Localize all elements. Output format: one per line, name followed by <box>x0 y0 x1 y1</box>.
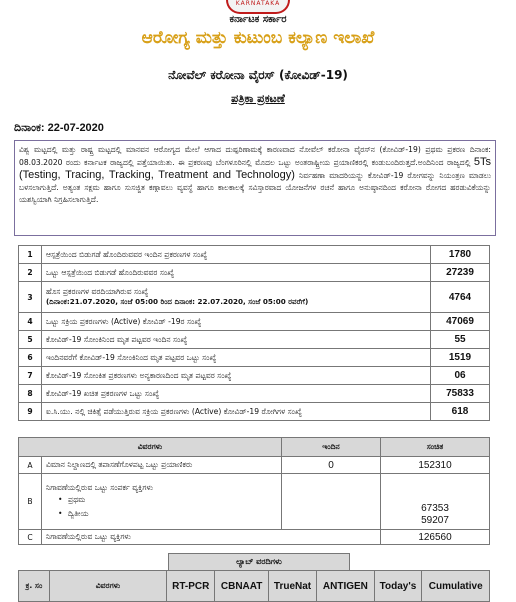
table-row <box>19 282 490 313</box>
press-release-title: ಪತ್ರಿಕಾ ಪ್ರಕಟಣೆ <box>231 92 285 105</box>
row-label: ಆಸ್ಪತ್ರೆಯಿಂದ ಬಿಡುಗಡೆ ಹೊಂದಿರುವವರ ಇಂದಿನ ಪ್ರಕರಣಗಳ ಸಂಖ್ಯೆ <box>42 246 431 264</box>
table-row <box>19 385 490 403</box>
row-value: 06 <box>431 367 490 385</box>
row-label: ಕೋವಿಡ್-19 ಸೋಂಕಿನಿಂದ ಮೃತ ಪಟ್ಟವರ ಇಂದಿನ ಸಂಖ್ಯೆ <box>42 331 431 349</box>
table-row <box>19 264 490 282</box>
row-number: 8 <box>19 385 42 403</box>
intro-5ts: 5Ts (Testing, Tracing, Tracking, Treatment and Technology) <box>19 156 492 181</box>
row-label <box>42 474 282 530</box>
row-label: ಐ.ಸಿ.ಯು. ನಲ್ಲಿ ಚಿಕಿತ್ಸೆ ಪಡೆಯುತ್ತಿರುವ ಸಕ್ರಿಯ ಪ್ರಕರಣಗಳು (Active) ಕೋವಿಡ್-19 ರೋಗಿಗಳ ಸಂಖ್ಯೆ <box>42 403 431 421</box>
row-value: 1519 <box>431 349 490 367</box>
row-value: 618 <box>431 403 490 421</box>
row-value: 4764 <box>431 282 490 313</box>
secondary-contacts-value: 59207 <box>421 515 449 526</box>
row-cumulative-value <box>381 474 490 530</box>
table-row <box>19 331 490 349</box>
row-number: 5 <box>19 331 42 349</box>
column-header-rtpcr: RT-PCR <box>167 571 215 602</box>
row-number: 1 <box>19 246 42 264</box>
row-number: 2 <box>19 264 42 282</box>
row-label: ಒಟ್ಟು ಆಸ್ಪತ್ರೆಯಿಂದ ಬಿಡುಗಡೆ ಹೊಂದಿರುವವರ ಸಂಖ್ಯೆ <box>42 264 431 282</box>
row-number: 9 <box>19 403 42 421</box>
table-row <box>19 246 490 264</box>
table-row <box>19 349 490 367</box>
row-label: ಇಂದಿನವರೆಗೆ ಕೋವಿಡ್-19 ಸೋಂಕಿನಿಂದ ಮೃತ ಪಟ್ಟವರ ಒಟ್ಟು ಸಂಖ್ಯೆ <box>42 349 431 367</box>
row-letter: A <box>19 457 42 474</box>
row-value: 1780 <box>431 246 490 264</box>
department-title: ಆರೋಗ್ಯ ಮತ್ತು ಕುಟುಂಬ ಕಲ್ಯಾಣ ಇಲಾಖೆ <box>141 28 375 48</box>
row-number: 4 <box>19 313 42 331</box>
government-name: ಕರ್ನಾಟಕ ಸರ್ಕಾರ <box>229 14 287 25</box>
column-header-today: ಇಂದಿನ <box>282 438 381 457</box>
row-letter: C <box>19 530 42 545</box>
row-number: 7 <box>19 367 42 385</box>
karnataka-emblem <box>226 0 290 14</box>
table-row <box>19 474 490 530</box>
table-row <box>19 313 490 331</box>
row-today-value <box>282 474 381 530</box>
release-date: ದಿನಾಂಕ: 22-07-2020 <box>14 122 104 134</box>
row-label: ಕೋವಿಡ್-19 ಖಚಿತ ಪ್ರಕರಣಗಳ ಒಟ್ಟು ಸಂಖ್ಯೆ <box>42 385 431 403</box>
intro-paragraph <box>14 140 496 236</box>
row-letter: B <box>19 474 42 530</box>
table-header-row <box>19 438 490 457</box>
column-header-todays: Today's <box>374 571 422 602</box>
details-table <box>18 437 490 545</box>
table-row <box>19 530 490 545</box>
emblem-text: KARNATAKA <box>235 0 281 7</box>
row-label-main: ಹೊಸ ಪ್ರಕರಣಗಳ ವರದಿಯಾಗಿರುವ ಸಂಖ್ಯೆ <box>46 287 149 296</box>
lab-reports-table <box>18 570 490 602</box>
row-label: ನಿಗಾವಣೆಯಲ್ಲಿರುವ ಒಟ್ಟು ವ್ಯಕ್ತಿಗಳು <box>42 530 381 545</box>
intro-part-1: ವಿಶ್ವ ಮಟ್ಟದಲ್ಲಿ ಮತ್ತು ರಾಷ್ಟ್ರ ಮಟ್ಟದಲ್ಲಿ ಮಾನವನ ಆರೋಗ್ಯದ ಮೇಲೆ ಆಗಾದ ದುಷ್ಪರಿಣಾಮಕ್ಕೆ ಕಾರಣವಾದ ನೋವೆಲ್ ಕರೋನಾ ವೈರಸ್‌ನ (ಕೋವಿಡ್-19) ಪ್ರಥಮ ಪ್ರಕರಣ ದಿನಾಂಕ: 08.03.2020 ರಂದು ಕರ್ನಾಟಕ ರಾಜ್ಯದಲ್ಲಿ ಪತ್ತೆಯಾಯಿತು. ಈ ಪ್ರಕರಣವು ಬೆಂಗಳೂರಿನಲ್ಲಿ ಮೊದಲ ಒಟ್ಟು ಅಂತರಾಷ್ಟ್ರೀಯ ಪ್ರಯಾಣಿಕರಲ್ಲಿ ಕಂಡುಬಂದಿರುತ್ತದೆ.ಅಂದಿನಿಂದ ರಾಜ್ಯದಲ್ಲಿ <box>19 145 491 167</box>
row-label: ವಿಮಾನ ನಿಲ್ದಾಣದಲ್ಲಿ ತಪಾಸಣೆಗೊಳಪಟ್ಟ ಒಟ್ಟು ಪ್ರಯಾಣಿಕರು <box>42 457 282 474</box>
row-label-main: ನಿಗಾವಣೆಯಲ್ಲಿರುವ ಒಟ್ಟು ಸಂಪರ್ಕ ವ್ಯಕ್ತಿಗಳು <box>46 482 153 492</box>
primary-contacts-label: • ಪ್ರಥಮ <box>46 493 277 507</box>
column-header-details: ವಿವರಗಳು <box>19 438 282 457</box>
row-label <box>42 282 431 313</box>
secondary-contacts-label: • ದ್ವಿತೀಯ <box>46 507 277 521</box>
table-header-row <box>19 571 490 602</box>
row-value: 47069 <box>431 313 490 331</box>
row-value: 27239 <box>431 264 490 282</box>
column-header-cumulative: ಸಂಚಿತ <box>381 438 490 457</box>
subject-line: ನೋವೆಲ್ ಕರೋನಾ ವೈರಸ್ (ಕೋವಿಡ್-19) <box>168 68 348 82</box>
column-header-cbnaat: CBNAAT <box>215 571 268 602</box>
row-label: ಕೋವಿಡ್-19 ಸೋಂಕಿತ ಪ್ರಕರಣಗಳು ಅನ್ಯಕಾರಣದಿಂದ ಮೃತ ಪಟ್ಟವರ ಸಂಖ್ಯೆ <box>42 367 431 385</box>
row-number: 6 <box>19 349 42 367</box>
primary-contacts-value: 67353 <box>421 503 449 514</box>
row-cumulative-value: 126560 <box>381 530 490 545</box>
row-cumulative-value: 152310 <box>381 457 490 474</box>
column-header-details: ವಿವರಗಳು <box>50 571 167 602</box>
column-header-truenat: TrueNat <box>268 571 316 602</box>
lab-reports-title: ಲ್ಯಾಬ್ ವರದಿಗಳು <box>168 553 350 570</box>
column-header-antigen: ANTIGEN <box>317 571 374 602</box>
intro-part-3: ನಿರ್ವಹಣಾ ಮಾದರಿಯನ್ನು ಕೋವಿಡ್-19 ರೋಗವನ್ನು ನಿಯಂತ್ರಣ ಮಾಡಲು ಬಳಸಲಾಗುತ್ತಿದೆ. ಅತ್ಯಂತ ಸಕ್ಷಮ ಹಾಗೂ ಸುಸಜ್ಜಿತ ಕಣ್ಗಾವಲು ವ್ಯವಸ್ಥೆ ಹಾಗೂ ಕಾಲಕಾಲಕ್ಕೆ ಸವಿಸ್ತಾರವಾದ ಯೋಜನೆಗಳ ರಚನೆ ಹಾಗೂ ಅನುಷ್ಠಾನದಿಂದ ಕರೋನಾ ರೋಗದ ಹರಡುವಿಕೆಯನ್ನು ಯಶಸ್ವಿಯಾಗಿ ನಿಗ್ರಹಿಸಲಾಗುತ್ತಿದೆ. <box>19 171 491 204</box>
row-value: 75833 <box>431 385 490 403</box>
row-today-value: 0 <box>282 457 381 474</box>
row-label-sub: (ದಿನಾಂಕ:21.07.2020, ಸಂಜೆ 05:00 ರಿಂದ ದಿನಾಂಕ: 22.07.2020, ಸಂಜೆ 05:00 ರವರೆಗೆ) <box>46 297 309 306</box>
table-row <box>19 403 490 421</box>
summary-table <box>18 245 490 421</box>
column-header-cumulative: Cumulative <box>422 571 490 602</box>
row-label: ಒಟ್ಟು ಸಕ್ರಿಯ ಪ್ರಕರಣಗಳು (Active) ಕೋವಿಡ್ -19ರ ಸಂಖ್ಯೆ <box>42 313 431 331</box>
table-row <box>19 367 490 385</box>
table-row <box>19 457 490 474</box>
column-header-serial: ಕ್ರ. ಸಂ <box>19 571 50 602</box>
row-value: 55 <box>431 331 490 349</box>
row-number: 3 <box>19 282 42 313</box>
